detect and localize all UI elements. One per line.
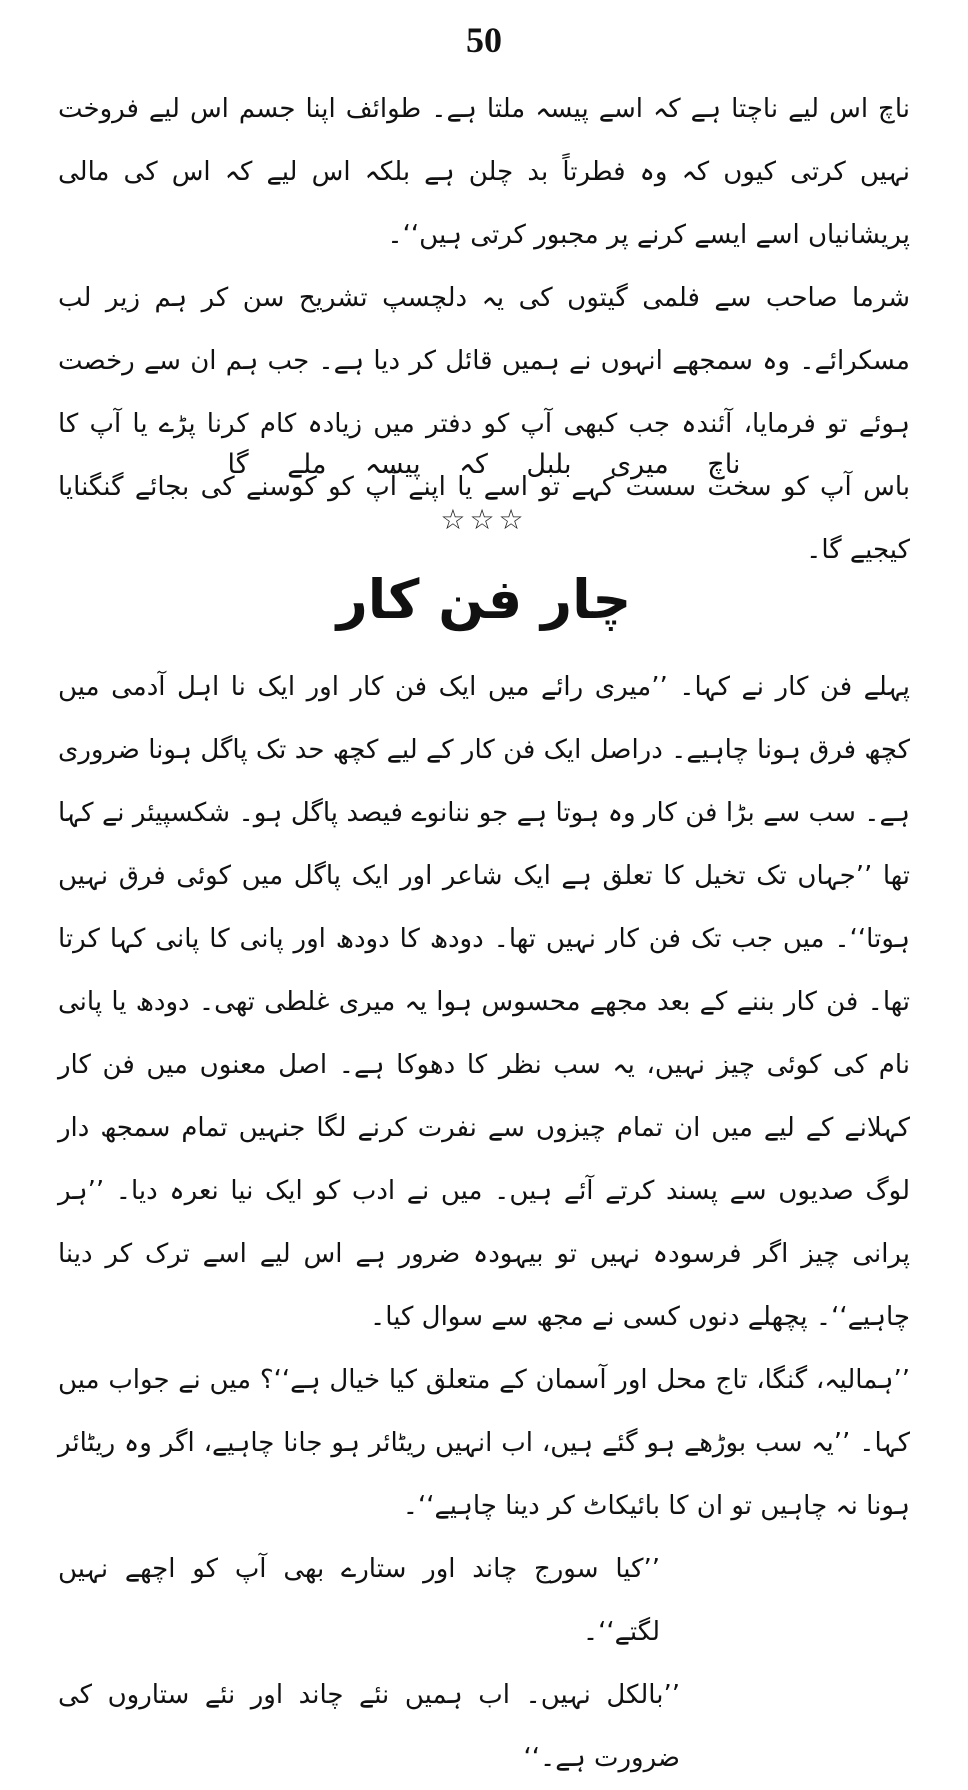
paragraph: شرما صاحب سے فلمی گیتوں کی یہ دلچسپ تشریح سن کر ہم زیر لب مسکرائے۔ وہ سمجھے انہوں نے ہمیں قائل کر دیا ہے۔ جب ہم ان سے رخصت ہوئے تو فرمایا، آئندہ جب کبھی آپ کو دفتر میں زیادہ کام کرنا پڑے یا آپ کا باس آپ کو سخت سست کہے تو اسے یا اپنے آپ کو کوسنے کی بجائے گنگنایا کیجیے گا۔ xyxy=(58,283,910,565)
paragraph: پہلے فن کار نے کہا۔ ’’میری رائے میں ایک فن کار اور ایک نا اہل آدمی میں کچھ فرق ہونا چاہیے۔ دراصل ایک فن کار کے لیے کچھ حد تک پاگل ہونا ضروری ہے۔ سب سے بڑا فن کار وہ ہوتا ہے جو ننانوے فیصد پاگل ہو۔ شکسپیئر نے کہا تھا ’’جہاں تک تخیل کا تعلق ہے ایک شاعر اور ایک پاگل میں کوئی فرق نہیں ہوتا‘‘۔ میں جب تک فن کار نہیں تھا۔ دودھ کا دودھ اور پانی کا پانی کہا کرتا تھا۔ فن کار بننے کے بعد مجھے محسوس ہوا یہ میری غلطی تھی۔ دودھ یا پانی نام کی کوئی چیز نہیں، یہ سب نظر کا دھوکا ہے۔ اصل معنوں میں فن کار کہلانے کے لیے میں ان تمام چیزوں سے نفرت کرنے لگا جنہیں تمام سمجھ دار لوگ صدیوں سے پسند کرتے آئے ہیں۔ میں نے ادب کو ایک نیا نعرہ دیا۔ ’’ہر پرانی چیز اگر فرسودہ نہیں تو بیہودہ ضرور ہے اس لیے اسے ترک کر دینا چاہیے‘‘۔ پچھلے دنوں کسی نے مجھ سے سوال کیا۔ xyxy=(58,672,910,1332)
page-number: 50 xyxy=(466,20,502,60)
section2-text xyxy=(58,656,910,1790)
section-separator-stars: ☆☆☆ xyxy=(440,503,528,536)
dialog-line: ’’بالکل نہیں۔ اب ہمیں نئے چاند اور نئے ستاروں کی ضرورت ہے۔‘‘ xyxy=(58,1680,680,1773)
paragraph: ’’ہمالیہ، گنگا، تاج محل اور آسمان کے متعلق کیا خیال ہے‘‘؟ میں نے جواب میں کہا۔ ’’یہ سب بوڑھے ہو گئے ہیں، اب انہیں ریٹائر ہو جانا چاہیے، اگر وہ ریٹائر ہونا نہ چاہیں تو ان کا بائیکاٹ کر دینا چاہیے‘‘۔ xyxy=(58,1365,910,1521)
dialog-line: ’’کیا سورج چاند اور ستارے بھی آپ کو اچھے نہیں لگتے‘‘۔ xyxy=(58,1554,660,1647)
chapter-heading: چار فن کار xyxy=(336,568,632,631)
paragraph: ناچ اس لیے ناچتا ہے کہ اسے پیسہ ملتا ہے۔ طوائف اپنا جسم اس لیے فروخت نہیں کرتی کیوں کہ وہ فطرتاً بد چلن ہے بلکہ اس لیے کہ اس کی مالی پریشانیاں اسے ایسے کرنے پر مجبور کرتی ہیں‘‘۔ xyxy=(58,94,910,250)
verse-line: ناچ میری بلبل کہ پیسہ ملے گا xyxy=(227,449,741,480)
